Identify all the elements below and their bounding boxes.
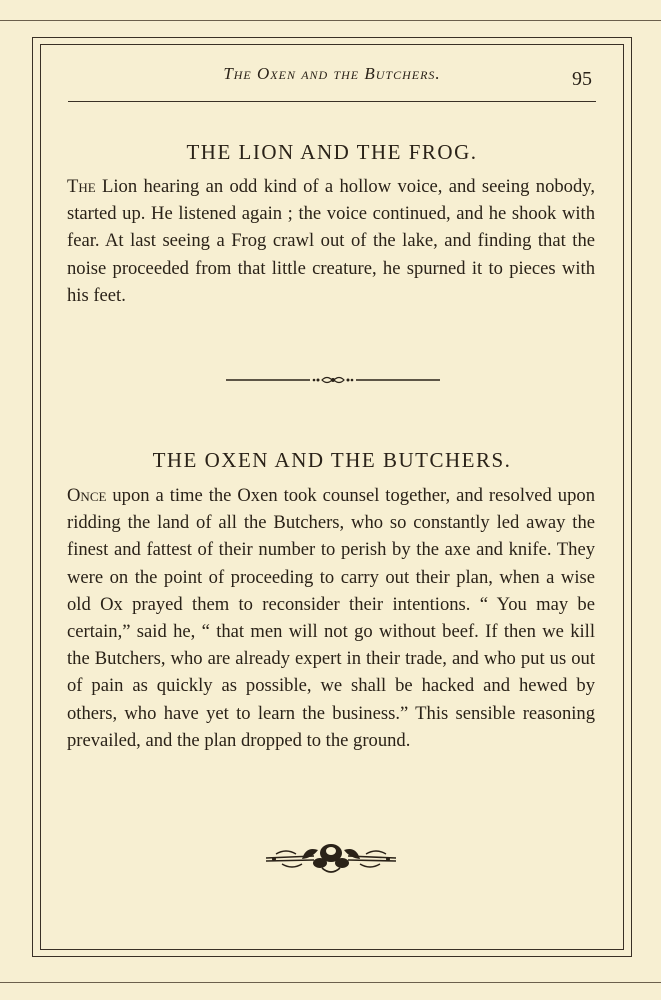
story-lead-word: Once [67,485,107,506]
page-bottom-rule [0,982,661,983]
story-body [67,173,595,309]
story-title: THE OXEN AND THE BUTCHERS. [152,448,512,472]
floral-tailpiece-ornament [262,836,400,876]
page-top-rule [0,20,661,21]
story-title: THE LION AND THE FROG. [186,140,478,164]
running-title: The Oxen and the Butchers. [223,64,441,83]
story-lead-word: The [67,176,96,197]
ornamental-divider [226,374,440,386]
story-text: Lion hearing an odd kind of a hollow voice, and seeing nobody, started up. He listened again ; the voice continued, and he shook with fear. At last seeing a Frog crawl out of the lake, and finding that the noise proceeded from that little creature, he spurned it to pieces with his feet. [67,176,595,306]
story-body [67,482,595,754]
page-number: 95 [572,68,592,90]
running-header [68,62,596,102]
story-text: upon a time the Oxen took counsel together, and resolved upon ridding the land of all the Butchers, who so constantly led away the finest and fattest of their number to perish by the axe and knife. They were on the point of proceeding to carry out their plan, when a wise old Ox prayed them to reconsider their intentions. “ You may be certain,” said he, “ that men will not go without beef. If then we kill the Butchers, who are already expert in their trade, and who put us out of pain as quickly as possible, we shall be hacked and hewed by others, who have yet to learn the business.” This sensible reasoning prevailed, and the plan dropped to the ground. [67,485,595,751]
